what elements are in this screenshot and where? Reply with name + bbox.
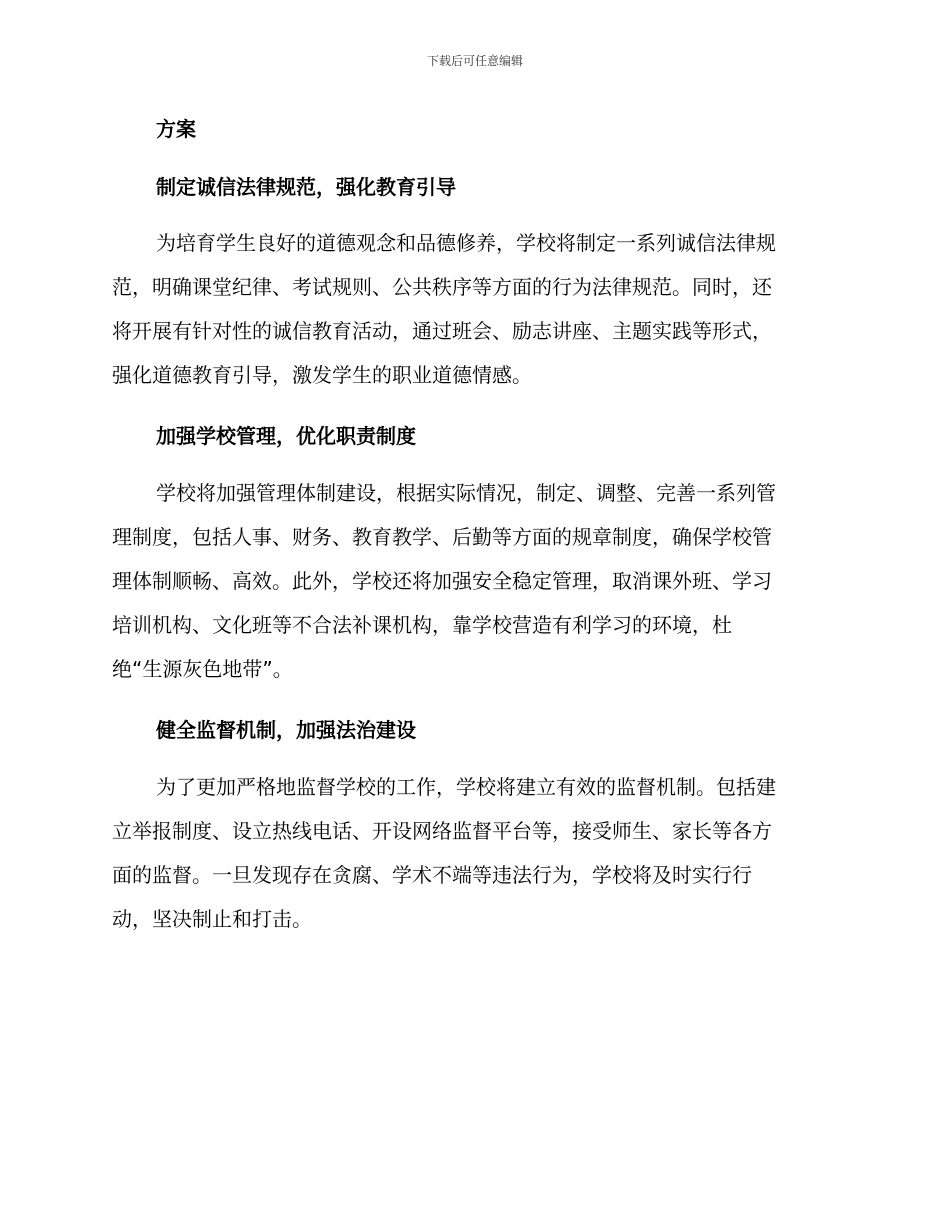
paragraph-line: 为了更加严格地监督学校的工作，学校将建立有效的监督机制。包括建 [156,775,776,799]
section-heading-1: 制定诚信法律规范，强化教育引导 [156,175,456,199]
section-paragraph-3 [112,765,832,941]
paragraph-line: 理体制顺畅、高效。此外，学校还将加强安全稳定管理，取消课外班、学习 [112,569,772,593]
section-paragraph-1 [112,221,832,397]
paragraph-line: 为培育学生良好的道德观念和品德修养，学校将制定一系列诚信法律规 [156,231,776,255]
section-heading-2: 加强学校管理，优化职责制度 [156,424,416,448]
page-header: 下载后可任意编辑 [426,54,523,68]
paragraph-line: 范，明确课堂纪律、考试规则、公共秩序等方面的行为法律规范。同时，还 [112,275,772,299]
paragraph-line: 培训机构、文化班等不合法补课机构，靠学校营造有利学习的环境，杜 [112,613,732,637]
section-paragraph-2 [112,471,832,691]
paragraph-line: 绝“生源灰色地带”。 [112,657,293,681]
paragraph-line: 学校将加强管理体制建设，根据实际情况，制定、调整、完善一系列管 [156,481,776,505]
paragraph-line: 面的监督。一旦发现存在贪腐、学术不端等违法行为，学校将及时实行行 [112,863,752,887]
section-heading-3: 健全监督机制，加强法治建设 [156,718,416,742]
paragraph-line: 动，坚决制止和打击。 [112,907,312,931]
paragraph-line: 将开展有针对性的诚信教育活动，通过班会、励志讲座、主题实践等形式， [112,319,772,343]
paragraph-line: 理制度，包括人事、财务、教育教学、后勤等方面的规章制度，确保学校管 [112,525,772,549]
paragraph-line: 立举报制度、设立热线电话、开设网络监督平台等，接受师生、家长等各方 [112,819,772,843]
paragraph-line: 强化道德教育引导，激发学生的职业道德情感。 [112,363,532,387]
document-title: 方案 [156,117,196,141]
